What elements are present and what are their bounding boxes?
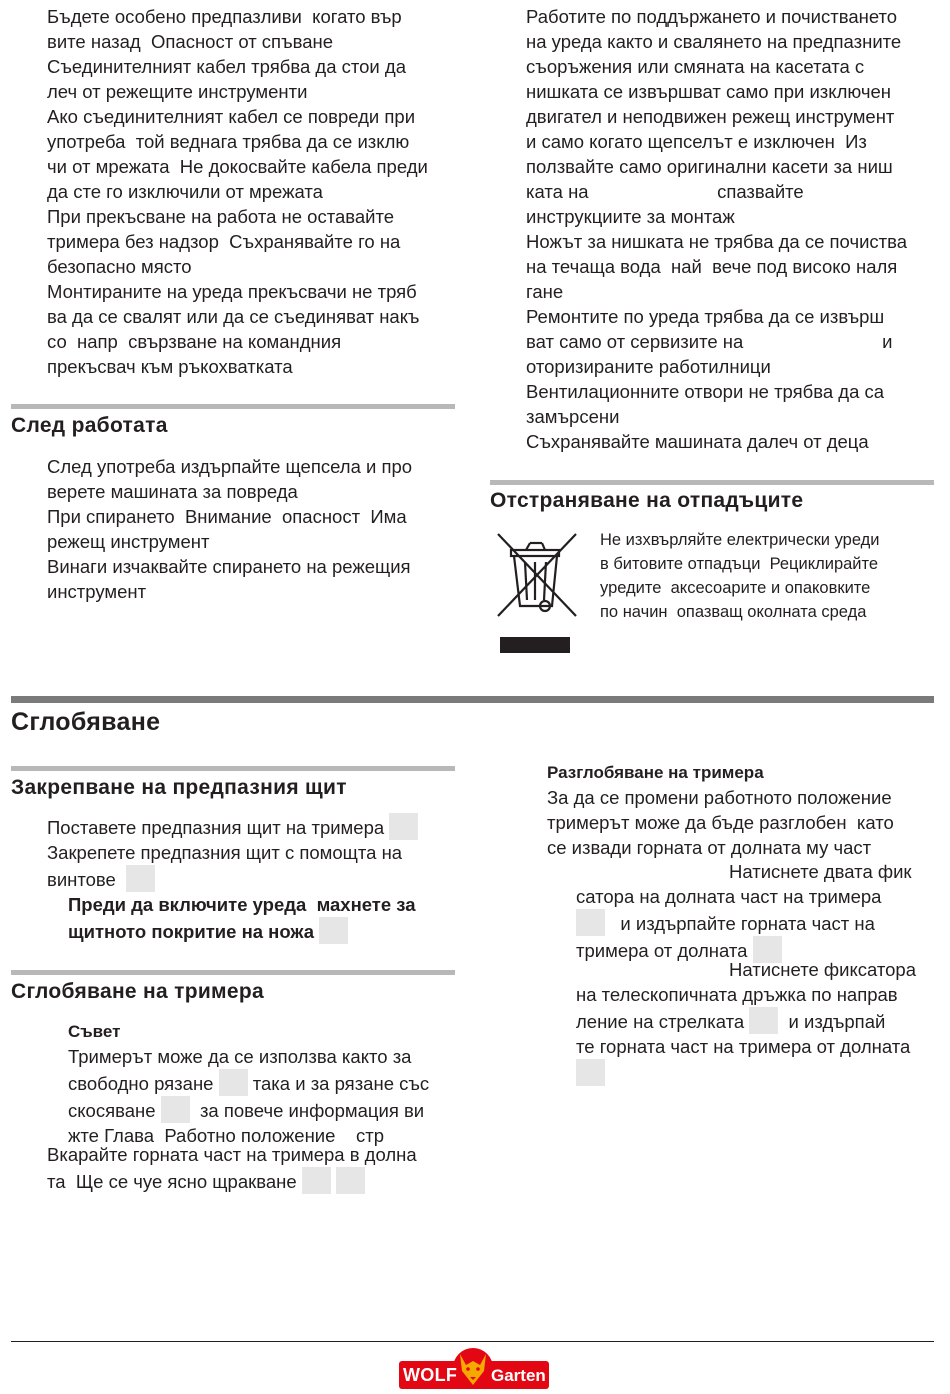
- text-line: Ремонтите по уреда трябва да се извърш: [526, 306, 885, 327]
- text-line: режещ инструмент: [47, 531, 210, 552]
- tip-label: Съвет: [68, 1022, 121, 1041]
- disassembly-intro: [547, 785, 942, 860]
- figure-reference: [126, 865, 155, 892]
- tip-line-3b: за повече информация ви: [189, 1100, 425, 1121]
- text-line: инструкциите за монтаж: [526, 206, 735, 227]
- text-line: Ако съединителният кабел се повреди при: [47, 106, 416, 127]
- tip-box: [68, 1019, 458, 1148]
- text-line: верете машината за повреда: [47, 481, 298, 502]
- text-line: вите назад Опасност от спъване: [47, 31, 334, 52]
- text-line: гане: [526, 281, 564, 302]
- disassembly-intro-1: За да се промени работното положение: [547, 787, 892, 808]
- text-line: двигател и неподвижен режещ инструмент: [526, 106, 895, 127]
- disposal-heading: Отстраняване на отпадъците: [490, 489, 804, 512]
- figure-reference: [161, 1096, 190, 1123]
- guard-warning: [68, 892, 458, 944]
- text-line: по начин опазващ околната среда: [600, 603, 867, 621]
- footer-divider: [11, 1341, 934, 1342]
- wolf-head-icon: [451, 1347, 495, 1389]
- text-line: прекъсвач към ръкохватката: [47, 356, 293, 377]
- guard-step-1: Поставете предпазния щит на тримера: [47, 817, 385, 838]
- text-line: Съхранявайте машината далеч от деца: [526, 431, 869, 452]
- text-line: Вентилационните отвори не трябва да са: [526, 381, 885, 402]
- text-line: леч от режещите инструменти: [47, 81, 308, 102]
- method-b-line-2: на телескопичната дръжка по направ: [576, 984, 898, 1005]
- main-section-divider: [11, 696, 934, 703]
- figure-reference: [336, 1167, 365, 1194]
- figure-reference: [749, 1007, 778, 1034]
- text-line: Ножът за нишката не трябва да се почиства: [526, 231, 908, 252]
- method-a-line-3: и издърпайте горната част на: [605, 913, 875, 934]
- wolf-garten-logo: [399, 1347, 549, 1389]
- text-line: инструмент: [47, 581, 147, 602]
- figure-reference: [576, 1059, 605, 1086]
- figure-reference: [389, 813, 418, 840]
- assembly-step-line-1: Вкарайте горната част на тримера в долна: [47, 1144, 417, 1165]
- text-line: и само когато щепселът е изключен Из: [526, 131, 867, 152]
- logo-text-wolf: WOLF: [403, 1365, 458, 1385]
- text-line: ват само от сервизите на и: [526, 331, 893, 352]
- text-line: на уреда както и свалянето на предпазните: [526, 31, 902, 52]
- disassembly-intro-3: се извади горната от долната му част: [547, 837, 872, 858]
- guard-heading: Закрепване на предпазния щит: [11, 776, 347, 799]
- crossed-out-wheelie-bin-icon: [490, 530, 580, 656]
- text-line: съоръжения или смяната на касетата с: [526, 56, 865, 77]
- text-line: При спирането Внимание опасност Има: [47, 506, 407, 527]
- disassembly-method-a: [576, 859, 942, 963]
- after-work-text: [47, 454, 457, 604]
- text-line: Винаги изчаквайте спирането на режещия: [47, 556, 411, 577]
- method-a-line-4: тримера от долната: [576, 940, 748, 961]
- text-line: на течаща вода най вече под високо наля: [526, 256, 898, 277]
- text-line: ката на спазвайте: [526, 181, 804, 202]
- text-line: Не изхвърляйте електрически уреди: [600, 531, 880, 549]
- text-line: да сте го изключили от мрежата: [47, 181, 323, 202]
- guard-warning-line-2: щитното покритие на ножа: [68, 921, 315, 942]
- method-b-line-1: Натиснете фиксатора: [729, 959, 917, 980]
- text-line: Бъдете особено предпазливи когато вър: [47, 6, 402, 27]
- tip-line-3a: скосяване: [68, 1100, 156, 1121]
- after-work-heading: След работата: [11, 414, 168, 437]
- text-line: тримера без надзор Съхранявайте го на: [47, 231, 401, 252]
- tip-line-4: жте Глава Работно положение стр: [68, 1125, 384, 1146]
- section-divider: [11, 970, 455, 975]
- method-b-line-5: те горната част на тримера от долната: [576, 1036, 911, 1057]
- text-line: Работите по поддържането и почистването: [526, 6, 898, 27]
- assembly-step-line-2: та Ще се чуе ясно щракване: [47, 1171, 297, 1192]
- section-divider: [11, 404, 455, 409]
- text-line: При прекъсване на работа не оставайте: [47, 206, 395, 227]
- text-line: в битовите отпадъци Рециклирайте: [600, 555, 879, 573]
- figure-reference: [302, 1167, 331, 1194]
- tip-line-2b: така и за рязане със: [247, 1073, 430, 1094]
- maintenance-instructions-right: [526, 4, 946, 454]
- text-line: Съединителният кабел трябва да стои да: [47, 56, 406, 77]
- text-line: оторизираните работилници: [526, 356, 771, 377]
- figure-reference: [319, 917, 348, 944]
- trimmer-assembly-heading: Сглобяване на тримера: [11, 980, 264, 1003]
- guard-instructions: [47, 813, 457, 892]
- method-b-line-3: ление на стрелката: [576, 1011, 745, 1032]
- text-line: со напр свързване на командния: [47, 331, 342, 352]
- text-line: замърсени: [526, 406, 620, 427]
- disposal-text: [600, 528, 940, 624]
- tip-line-1: Тримерът може да се използва както за: [68, 1046, 412, 1067]
- assembly-heading: Сглобяване: [11, 708, 161, 736]
- disassembly-heading: Разглобяване на тримера: [547, 763, 764, 782]
- text-line: Монтираните на уреда прекъсвачи не тряб: [47, 281, 417, 302]
- figure-reference: [576, 909, 605, 936]
- method-b-line-4: и издърпай: [778, 1011, 886, 1032]
- text-line: уредите аксесоарите и опаковките: [600, 579, 871, 597]
- guard-warning-line-1: Преди да включите уреда махнете за: [68, 894, 416, 915]
- trimmer-assembly-step: [47, 1142, 457, 1194]
- guard-step-2: Закрепете предпазния щит с помощта на: [47, 842, 403, 863]
- text-line: ва да се свалят или да се съединяват накъ: [47, 306, 420, 327]
- guard-step-3: винтове: [47, 869, 116, 890]
- text-line: След употреба издърпайте щепсела и про: [47, 456, 413, 477]
- figure-reference: [219, 1069, 248, 1096]
- disassembly-intro-2: тримерът може да бъде разглобен като: [547, 812, 894, 833]
- logo-text-garten: Garten: [491, 1366, 546, 1385]
- tip-line-2a: свободно рязане: [68, 1073, 214, 1094]
- text-line: чи от мрежата Не докосвайте кабела преди: [47, 156, 428, 177]
- text-line: нишката се извършват само при изключен: [526, 81, 891, 102]
- method-a-line-2: сатора на долната част на тримера: [576, 886, 882, 907]
- text-line: безопасно място: [47, 256, 192, 277]
- method-a-line-1: Натиснете двата фик: [729, 861, 912, 882]
- section-divider: [11, 766, 455, 771]
- safety-instructions-left: [47, 4, 457, 379]
- text-line: употреба той веднага трябва да се изклю: [47, 131, 410, 152]
- text-line: ползвайте само оригинални касети за ниш: [526, 156, 893, 177]
- disassembly-method-b: [576, 957, 942, 1086]
- section-divider: [490, 480, 934, 485]
